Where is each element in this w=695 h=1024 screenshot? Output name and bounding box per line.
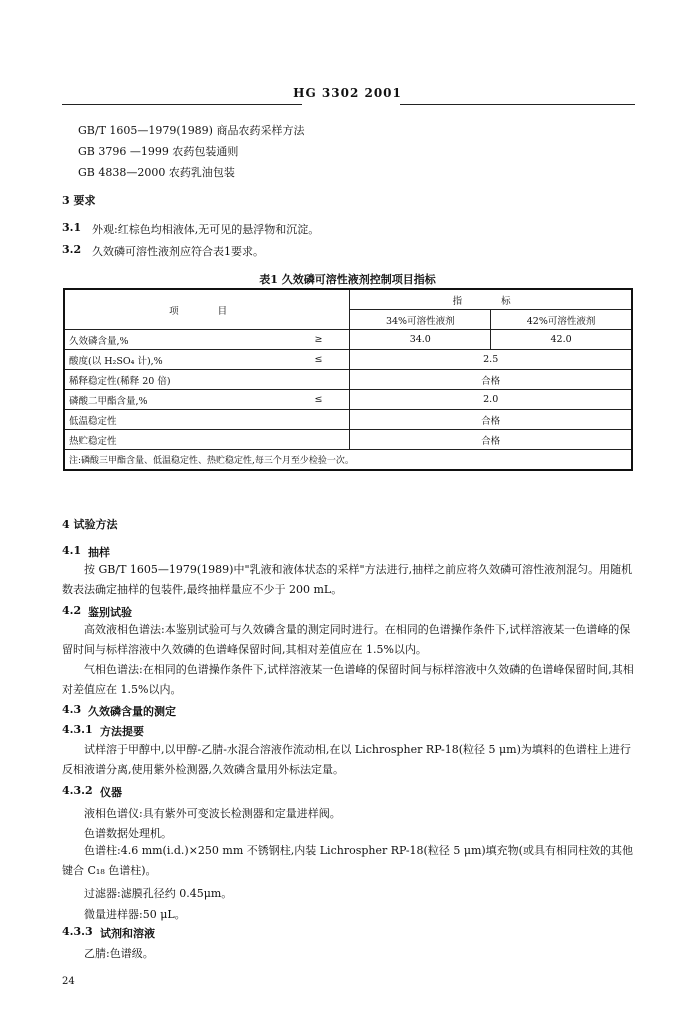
clause-4-2-paragraph-1: 高效液相色谱法:本鉴别试验可与久效磷含量的测定同时进行。在相同的色谱操作条件下,试样溶液某一色谱峰的保留时间与标样溶液中久效磷的色谱峰保留时间,其相对差值应在 1.5%以内。	[62, 623, 631, 656]
table-note: 注:磷酸三甲酯含量、低温稳定性、热贮稳定性,每三个月至少检验一次。	[64, 450, 632, 471]
clause-3-2-number: 3.2	[62, 243, 82, 256]
row-item: 酸度(以 H₂SO₄ 计),%	[64, 350, 288, 370]
clause-4-3-1-title: 方法提要	[100, 725, 144, 738]
row-operator	[288, 410, 350, 430]
item-header: 项 目	[64, 289, 350, 330]
row-operator: ≥	[288, 330, 350, 350]
row-operator	[288, 430, 350, 450]
row-item: 低温稳定性	[64, 410, 288, 430]
table-note-row	[64, 450, 632, 471]
clause-4-3-3-title: 试剂和溶液	[100, 927, 155, 940]
row-value: 合格	[350, 370, 632, 390]
row-item: 热贮稳定性	[64, 430, 288, 450]
clause-4-3-2-number: 4.3.2	[62, 784, 93, 797]
clause-4-3-3-line: 乙腈:色谱级。	[84, 947, 154, 960]
clause-4-3-2-line: 液相色谱仪:具有紫外可变波长检测器和定量进样阀。	[84, 807, 341, 820]
reference-line: GB 4838—2000 农药乳油包装	[78, 166, 235, 179]
reference-line: GB 3796 —1999 农药包装通则	[78, 145, 239, 158]
clause-4-3-2-line: 色谱柱:4.6 mm(i.d.)×250 mm 不锈钢柱,内装 Lichrospher RP-18(粒径 5 μm)填充物(或具有相同柱效的其他键合 C₁₈ 色谱柱)。	[62, 844, 633, 877]
clause-4-3-title: 久效磷含量的测定	[88, 705, 176, 718]
clause-4-1-title: 抽样	[88, 546, 110, 559]
row-value: 合格	[350, 430, 632, 450]
section-4-heading: 4 试验方法	[62, 518, 118, 531]
clause-4-3-number: 4.3	[62, 703, 82, 716]
index-header: 指 标	[350, 289, 632, 310]
clause-4-3-1-text: 试样溶于甲醇中,以甲醇-乙腈-水混合溶液作流动相,在以 Lichrospher RP-18(粒径 5 μm)为填料的色谱柱上进行反相液谱分离,使用紫外检测器,久效磷含量用外标法定量。	[62, 743, 631, 776]
table-row	[64, 390, 632, 410]
row-value: 2.5	[350, 350, 632, 370]
clause-4-3-2-title: 仪器	[100, 786, 122, 799]
table-row	[64, 430, 632, 450]
clause-4-1-text: 按 GB/T 1605—1979(1989)中"乳液和液体状态的采样"方法进行,抽样之前应将久效磷可溶性液剂混匀。用随机数表法确定抽样的包装件,最终抽样量应不少于 200 mL。	[62, 563, 633, 596]
row-item: 磷酸二甲酯含量,%	[64, 390, 288, 410]
clause-4-2-paragraph-2: 气相色谱法:在相同的色谱操作条件下,试样溶液某一色谱峰的保留时间与标样溶液中久效磷的色谱峰保留时间,其相对差值应在 1.5%以内。	[62, 663, 634, 696]
clause-4-3-3-number: 4.3.3	[62, 925, 93, 938]
clause-4-3-1-number: 4.3.1	[62, 723, 93, 736]
table-header-row	[64, 289, 632, 310]
clause-4-2-title: 鉴别试验	[88, 606, 132, 619]
row-operator: ≤	[288, 390, 350, 410]
table-row	[64, 330, 632, 350]
row-value: 合格	[350, 410, 632, 430]
clause-4-1-number: 4.1	[62, 544, 82, 557]
header-rule-left	[62, 104, 302, 105]
standard-header: HG 3302 2001	[293, 86, 402, 100]
row-value: 2.0	[350, 390, 632, 410]
clause-3-2-text: 久效磷可溶性液剂应符合表1要求。	[92, 245, 264, 258]
spec-table	[63, 288, 633, 471]
table-caption: 表1 久效磷可溶性液剂控制项目指标	[259, 273, 436, 286]
row-value-42: 42.0	[491, 330, 632, 350]
header-rule-right	[400, 104, 635, 105]
clause-4-2-number: 4.2	[62, 604, 82, 617]
clause-4-3-2-line: 色谱数据处理机。	[84, 827, 172, 840]
clause-3-1-text: 外观:红棕色均相液体,无可见的悬浮物和沉淀。	[92, 223, 320, 236]
row-item: 久效磷含量,%	[64, 330, 288, 350]
row-value-34: 34.0	[350, 330, 491, 350]
section-3-heading: 3 要求	[62, 194, 96, 207]
clause-4-3-2-line: 微量进样器:50 μL。	[84, 908, 186, 921]
row-operator	[288, 370, 350, 390]
reference-line: GB/T 1605—1979(1989) 商品农药采样方法	[78, 124, 305, 137]
table-row	[64, 370, 632, 390]
row-item: 稀释稳定性(稀释 20 倍)	[64, 370, 288, 390]
table-row	[64, 350, 632, 370]
col-header-42: 42%可溶性液剂	[491, 310, 632, 330]
table-row	[64, 410, 632, 430]
clause-3-1-number: 3.1	[62, 221, 82, 234]
col-header-34: 34%可溶性液剂	[350, 310, 491, 330]
page-number: 24	[62, 976, 75, 987]
clause-4-3-2-line: 过滤器:滤膜孔径约 0.45μm。	[84, 887, 233, 900]
row-operator: ≤	[288, 350, 350, 370]
